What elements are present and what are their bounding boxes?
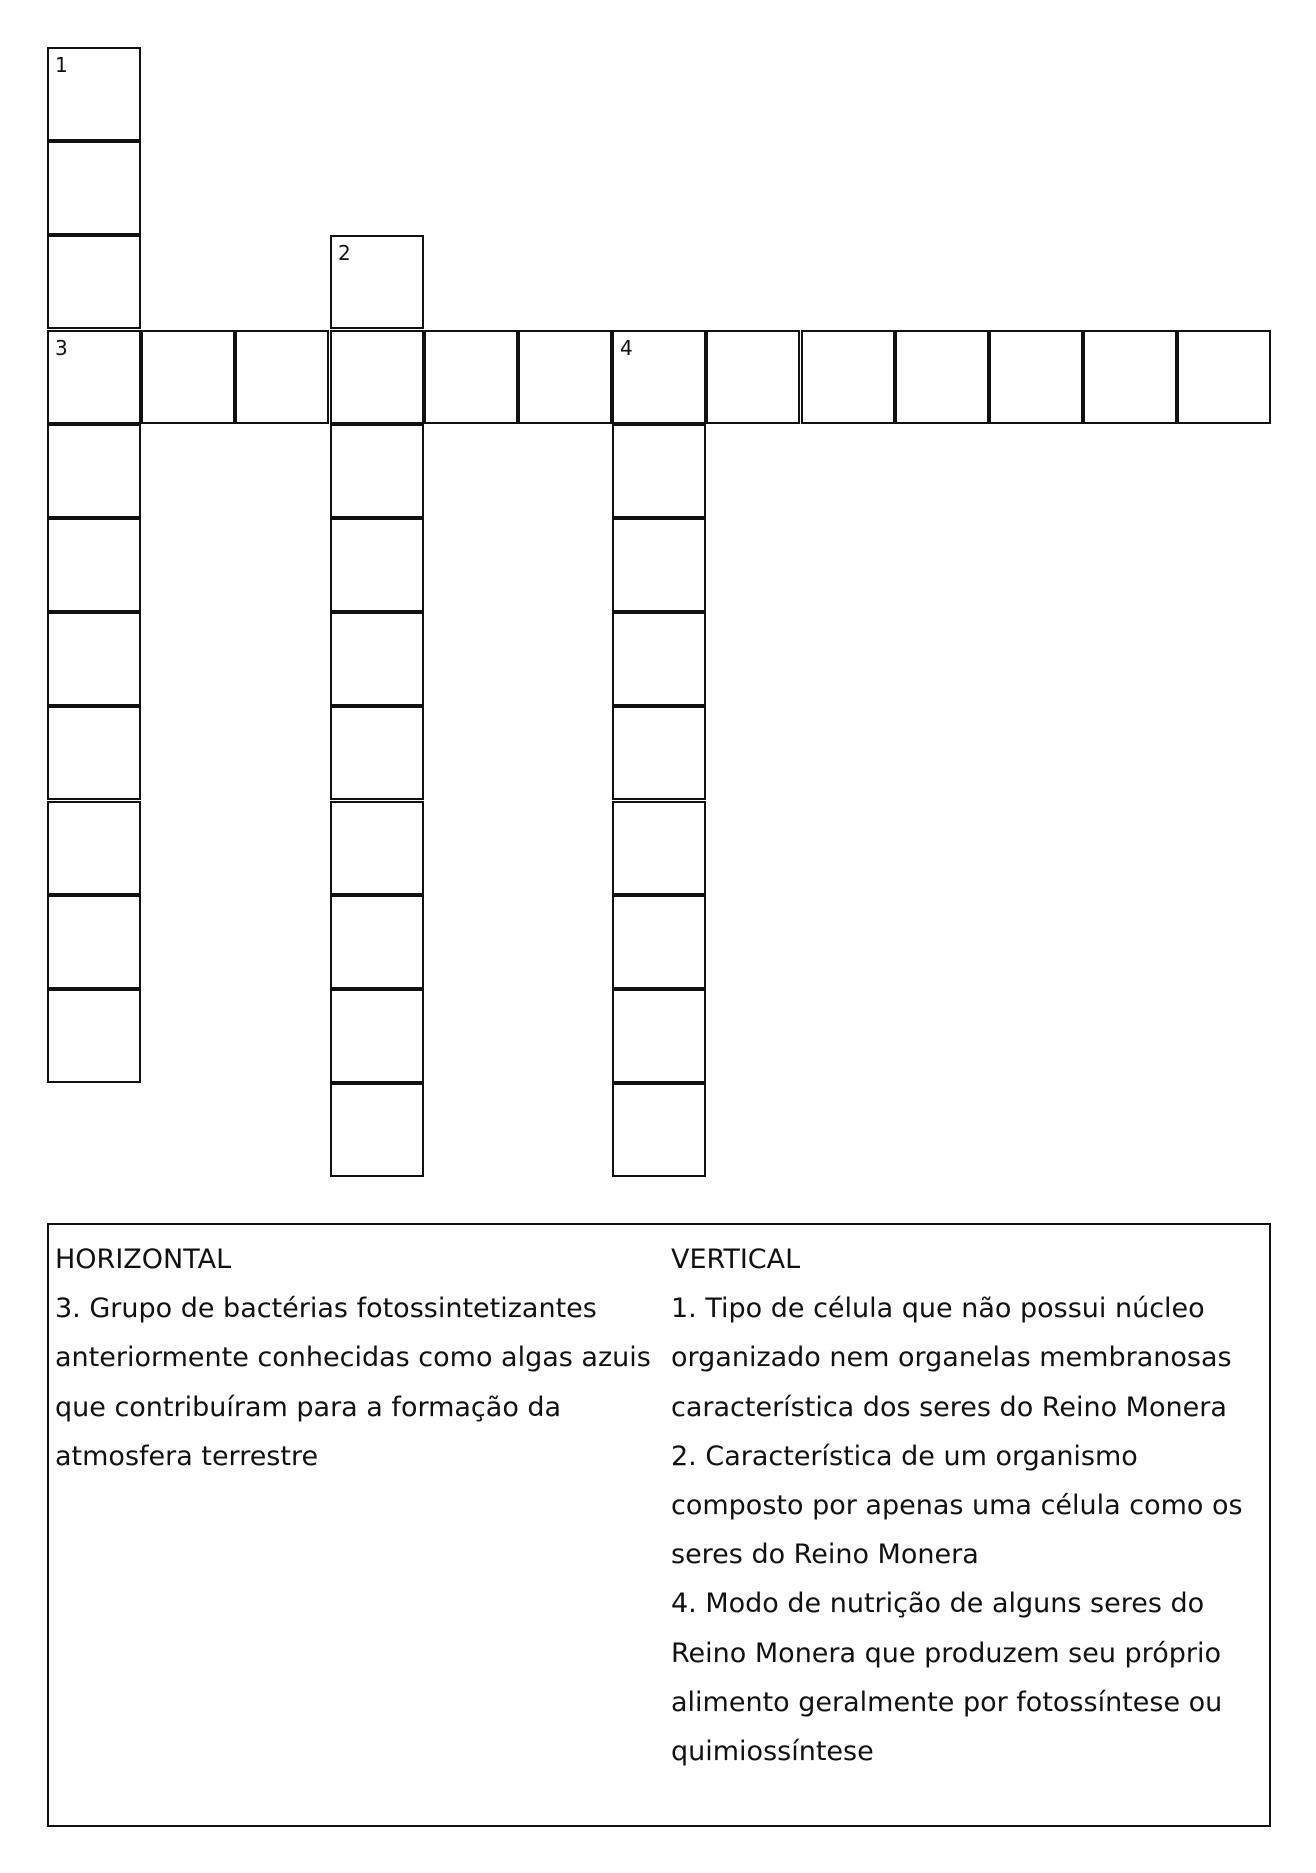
- crossword-cell[interactable]: [330, 895, 424, 989]
- crossword-cell[interactable]: [330, 989, 424, 1083]
- crossword-cell[interactable]: [47, 989, 141, 1083]
- vertical-clue-line: 4. Modo de nutrição de alguns seres do: [671, 1588, 1205, 1620]
- crossword-cell[interactable]: [47, 235, 141, 329]
- horizontal-heading: HORIZONTAL: [55, 1244, 232, 1275]
- vertical-clue-line: composto por apenas uma célula como os: [671, 1490, 1243, 1522]
- crossword-cell[interactable]: [47, 612, 141, 706]
- crossword-cell[interactable]: [612, 330, 706, 424]
- vertical-clue-line: Reino Monera que produzem seu próprio: [671, 1637, 1221, 1669]
- crossword-cell[interactable]: [47, 706, 141, 800]
- clue-number: 2: [338, 241, 351, 265]
- crossword-cell[interactable]: [141, 330, 235, 424]
- clue-number: 3: [55, 336, 68, 360]
- crossword-cell[interactable]: [801, 330, 895, 424]
- crossword-cell[interactable]: [47, 330, 141, 424]
- crossword-cell[interactable]: [47, 518, 141, 612]
- vertical-clue-line: organizado nem organelas membranosas: [671, 1342, 1232, 1374]
- crossword-cell[interactable]: [612, 989, 706, 1083]
- crossword-cell[interactable]: [989, 330, 1083, 424]
- crossword-cell[interactable]: [330, 612, 424, 706]
- crossword-cell[interactable]: [612, 518, 706, 612]
- vertical-clue-line: seres do Reino Monera: [671, 1539, 979, 1571]
- crossword-cell[interactable]: [1083, 330, 1177, 424]
- crossword-cell[interactable]: [330, 706, 424, 800]
- vertical-clue-line: alimento geralmente por fotossíntese ou: [671, 1686, 1223, 1718]
- vertical-clue-line: quimiossíntese: [671, 1736, 874, 1768]
- vertical-clue-line: 2. Característica de um organismo: [671, 1440, 1138, 1472]
- horizontal-clue-line: que contribuíram para a formação da: [55, 1391, 562, 1423]
- crossword-cell[interactable]: [330, 518, 424, 612]
- crossword-cell[interactable]: [612, 1083, 706, 1177]
- crossword-cell[interactable]: [330, 1083, 424, 1177]
- crossword-cell[interactable]: [47, 47, 141, 141]
- crossword-cell[interactable]: [895, 330, 989, 424]
- crossword-cell[interactable]: [612, 612, 706, 706]
- horizontal-clue-line: 3. Grupo de bactérias fotossintetizantes: [55, 1293, 597, 1325]
- crossword-cell[interactable]: [706, 330, 800, 424]
- horizontal-clue-line: anteriormente conhecidas como algas azuis: [55, 1342, 651, 1374]
- crossword-cell[interactable]: [330, 235, 424, 329]
- vertical-clues: [671, 1235, 1271, 1776]
- crossword-cell[interactable]: [1177, 330, 1271, 424]
- clue-number: 1: [55, 53, 68, 77]
- crossword-cell[interactable]: [612, 424, 706, 518]
- crossword-cell[interactable]: [612, 801, 706, 895]
- crossword-cell[interactable]: [47, 895, 141, 989]
- vertical-clue-line: característica dos seres do Reino Monera: [671, 1391, 1227, 1423]
- crossword-cell[interactable]: [612, 706, 706, 800]
- crossword-cell[interactable]: [612, 895, 706, 989]
- crossword-cell[interactable]: [330, 801, 424, 895]
- crossword-cell[interactable]: [518, 330, 612, 424]
- crossword-cell[interactable]: [424, 330, 518, 424]
- crossword-cell[interactable]: [235, 330, 329, 424]
- crossword-cell[interactable]: [47, 424, 141, 518]
- clue-number: 4: [620, 336, 633, 360]
- crossword-cell[interactable]: [47, 141, 141, 235]
- crossword-cell[interactable]: [330, 424, 424, 518]
- clues-box: [47, 1223, 1271, 1827]
- horizontal-clue-line: atmosfera terrestre: [55, 1440, 319, 1472]
- horizontal-clues: [55, 1235, 655, 1481]
- crossword-cell[interactable]: [47, 801, 141, 895]
- crossword-cell[interactable]: [330, 330, 424, 424]
- vertical-heading: VERTICAL: [671, 1244, 801, 1275]
- vertical-clue-line: 1. Tipo de célula que não possui núcleo: [671, 1293, 1205, 1325]
